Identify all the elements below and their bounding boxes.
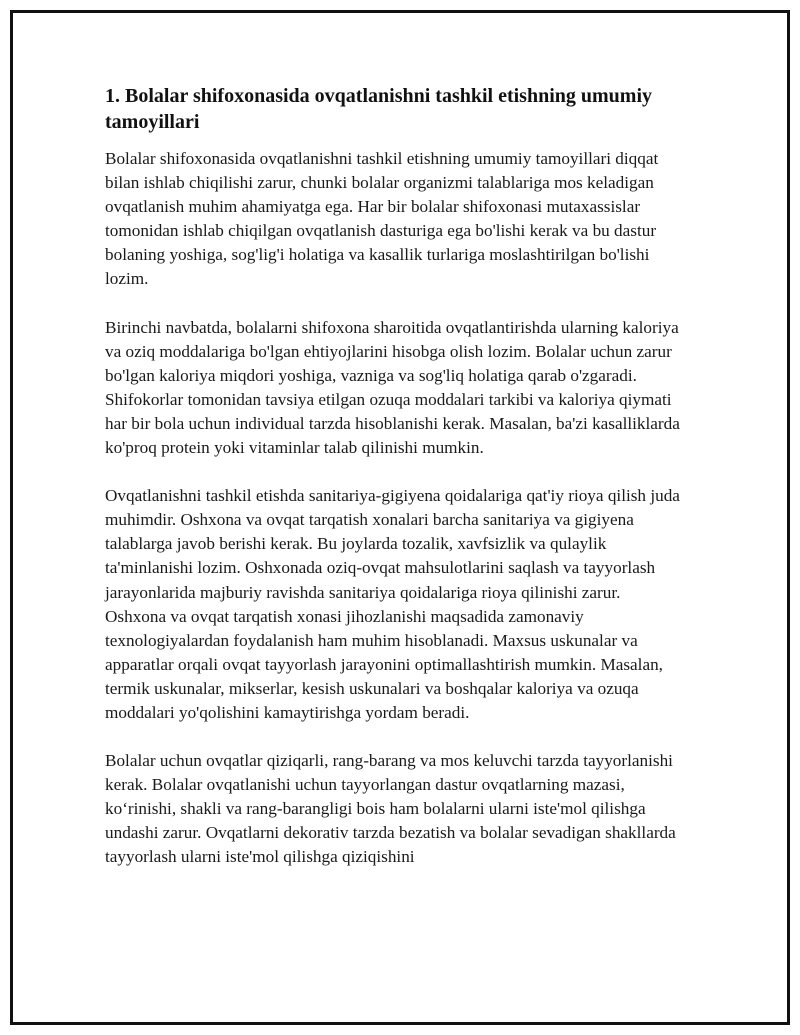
section-heading: 1. Bolalar shifoxonasida ovqatlanishni tashkil etishning umumiy tamoyillari — [105, 85, 653, 133]
paragraph: Bolalar shifoxonasida ovqatlanishni tashkil etishning umumiy tamoyillari diqqat bilan ishlab chiqilishi zarur, chunki bolalar organizmi talablariga mos keladigan ovqatlanish muhim ahamiyatga ega. Har bir bolalar shifoxonasi mutaxassislar tomonidan ishlab chiqilgan ovqatlanish dasturiga ega bo'lishi kerak va bu dastur bolaning yoshiga, sog'lig'i holatiga va kasallik turlariga moslashtirilgan bo'lishi lozim. — [105, 149, 659, 289]
paragraph: Bolalar uchun ovqatlar qiziqarli, rang-barang va mos keluvchi tarzda tayyorlanishi kerak. Bolalar ovqatlanishi uchun tayyorlangan dastur ovqatlarning mazasi, ko‘rinishi, shakli va rang-barangligi bois ham bolalarni ularni iste'mol qilishga undashi zarur. Ovqatlarni dekorativ tarzda bezatish va bolalar sevadigan shakllarda tayyorlash ularni iste'mol qilishga qiziqishini — [105, 751, 676, 867]
paragraph: Ovqatlanishni tashkil etishda sanitariya-gigiyena qoidalariga qat'iy rioya qilish juda muhimdir. Oshxona va ovqat tarqatish xonalari barcha sanitariya va gigiyena talablarga javob berishi kerak. Bu joylarda tozalik, xavfsizlik va qulaylik ta'minlanishi lozim. Oshxonada oziq-ovqat mahsulotlarini saqlash va tayyorlash jarayonlarida majburiy ravishda sanitariya qoidalariga rioya qilinishi zarur. Oshxona va ovqat tarqatish xonasi jihozlanishi maqsadida zamonaviy texnologiyalardan foydalanish ham muhim hisoblanadi. Maxsus uskunalar va apparatlar orqali ovqat tayyorlash jarayonini optimallashtirish mumkin. Masalan, termik uskunalar, mikserlar, kesish uskunalari va boshqalar kaloriya va ozuqa moddalari yo'qolishini kamaytirishga yordam beradi. — [105, 486, 680, 722]
document-body — [105, 83, 685, 894]
paragraph: Birinchi navbatda, bolalarni shifoxona sharoitida ovqatlantirishda ularning kaloriya va oziq moddalariga bo'lgan ehtiyojlarini hisobga olish lozim. Bolalar uchun zarur bo'lgan kaloriya miqdori yoshiga, vazniga va sog'liq holatiga qarab o'zgaradi. Shifokorlar tomonidan tavsiya etilgan ozuqa moddalari tarkibi va kaloriya qiymati har bir bola uchun individual tarzda hisoblanishi kerak. Masalan, ba'zi kasalliklarda ko'proq protein yoki vitaminlar talab qilinishi mumkin. — [105, 317, 680, 458]
